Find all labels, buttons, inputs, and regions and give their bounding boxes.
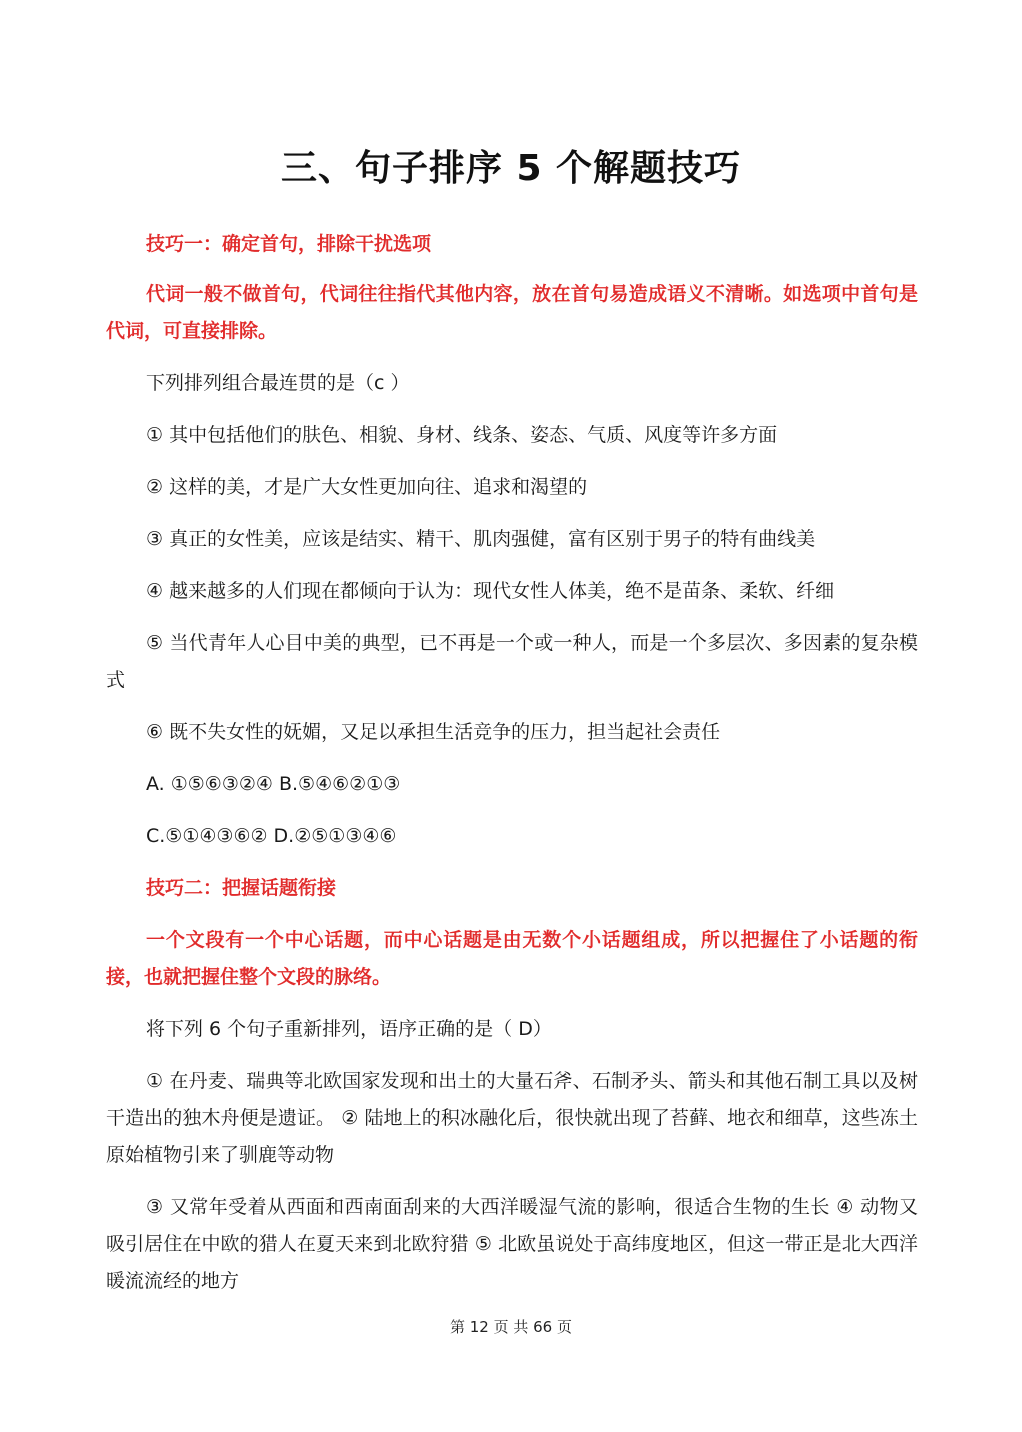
sentence-item: ① 其中包括他们的肤色、相貌、身材、线条、姿态、气质、风度等许多方面 [146,424,778,446]
sentence-item: ① 在丹麦、瑞典等北欧国家发现和出土的大量石斧、石制矛头、箭头和其他石制工具以及树干造出的独木舟便是遗证。 ② 陆地上的积冰融化后，很快就出现了苔藓、地衣和细草，这些冻土原始植物引来了驯鹿等动物 [106,1070,918,1166]
sentence-item: ⑥ 既不失女性的妩媚，又足以承担生活竞争的压力，担当起社会责任 [146,721,721,743]
sentence-item: ③ 真正的女性美，应该是结实、精干、肌肉强健，富有区别于男子的特有曲线美 [146,528,816,550]
sentence-item: ③ 又常年受着从西面和西南面刮来的大西洋暖湿气流的影响，很适合生物的生长 ④ 动物又吸引居住在中欧的猎人在夏天来到北欧狩猎 ⑤ 北欧虽说处于高纬度地区，但这一带正是北大西洋暖流流经的地方 [106,1196,918,1292]
answer-options: A. ①⑤⑥③②④ B.⑤④⑥②①③ [146,773,401,795]
page-footer [0,1316,1022,1337]
page-number: 第 12 页 共 66 页 [449,1318,572,1336]
page-content [106,226,918,1315]
answer-options: C.⑤①④③⑥② D.②⑤①③④⑥ [146,825,397,847]
sentence-item: ④ 越来越多的人们现在都倾向于认为：现代女性人体美，绝不是苗条、柔软、纤细 [146,580,835,602]
page-title: 三、句子排序 5 个解题技巧 [280,148,742,189]
section-heading-1: 技巧一：确定首句，排除干扰选项 [146,233,432,255]
sentence-item: ⑤ 当代青年人心目中美的典型，已不再是一个或一种人，而是一个多层次、多因素的复杂模式 [106,632,918,691]
tip-paragraph-1: 代词一般不做首句，代词往往指代其他内容，放在首句易造成语义不清晰。如选项中首句是代词，可直接排除。 [106,283,918,342]
sentence-item: ② 这样的美，才是广大女性更加向往、追求和渴望的 [146,476,588,498]
question-stem-1: 下列排列组合最连贯的是（c ） [146,372,410,394]
tip-paragraph-2: 一个文段有一个中心话题，而中心话题是由无数个小话题组成，所以把握住了小话题的衔接，也就把握住整个文段的脉络。 [106,929,918,988]
section-heading-2: 技巧二：把握话题衔接 [146,877,337,899]
question-stem-2: 将下列 6 个句子重新排列，语序正确的是（ D） [146,1018,552,1040]
